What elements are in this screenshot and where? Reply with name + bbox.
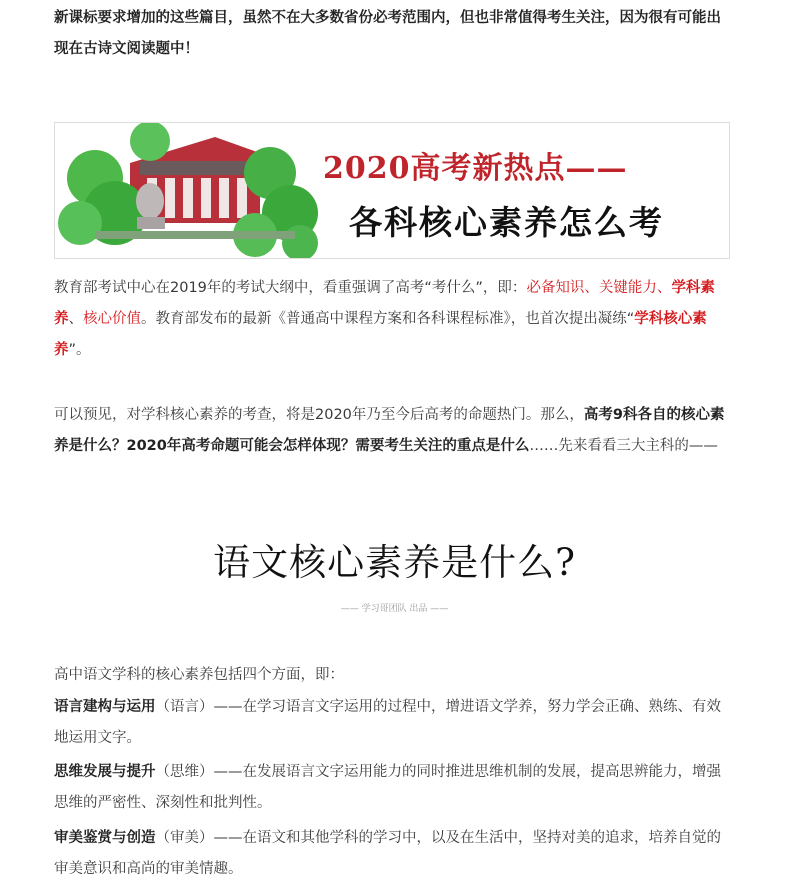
chinese-intro: 高中语文学科的核心素养包括四个方面，即： <box>54 667 344 683</box>
highlight-values: 核心价值 <box>83 311 141 327</box>
intro-paragraph: 新课标要求增加的这些篇目，虽然不在大多数省份必考范围内，但也非常值得考生关注，因为很有可能出现在古诗文阅读题中！ <box>54 10 721 57</box>
section-title: 语文核心素养是什么? <box>213 541 576 584</box>
list-item: 审美鉴赏与创造（审美）——在语文和其他学科的学习中，以及在生活中，坚持对美的追求，培养自觉的审美意识和高尚的审美情趣。 <box>54 830 721 877</box>
list-item: 思维发展与提升（思维）——在发展语言文字运用能力的同时推进思维机制的发展，提高思辨能力，增强思维的严密性、深刻性和批判性。 <box>54 764 721 811</box>
exam-outline-paragraph: 教育部考试中心在2019年的考试大纲中，看重强调了高考“考什么”，即：必备知识、关键能力、学科素养、核心价值。教育部发布的最新《普通高中课程方案和各科课程标准》，也首次提出凝练“学科核心素养”。 <box>54 280 715 358</box>
forecast-paragraph: 可以预见，对学科核心素养的考查，将是2020年乃至今后高考的命题热门。那么，高考9科各自的核心素养是什么？2020年高考命题可能会怎样体现？需要考生关注的重点是什么……先来看看三大主科的—— <box>54 407 725 454</box>
banner-title-line2: 各科核心素养怎么考 <box>349 203 664 242</box>
banner-image <box>54 122 730 259</box>
highlight-abilities: 必备知识、关键能力、 <box>526 280 672 296</box>
section-subtitle: —— 学习哥团队 出品 —— <box>340 604 449 614</box>
list-item: 语言建构与运用（语言）——在学习语言文字运用的过程中，增进语文学养，努力学会正确、熟练、有效地运用文字。 <box>54 699 721 746</box>
highlight-literacy: 学科素养 <box>54 280 715 327</box>
forecast-question: 高考9科各自的核心素养是什么？2020年高考命题可能会怎样体现？需要考生关注的重点是什么 <box>54 407 725 454</box>
banner-title-line1: 2020高考新热点—— <box>323 151 628 186</box>
highlight-core-literacy: 学科核心素养 <box>54 311 707 358</box>
